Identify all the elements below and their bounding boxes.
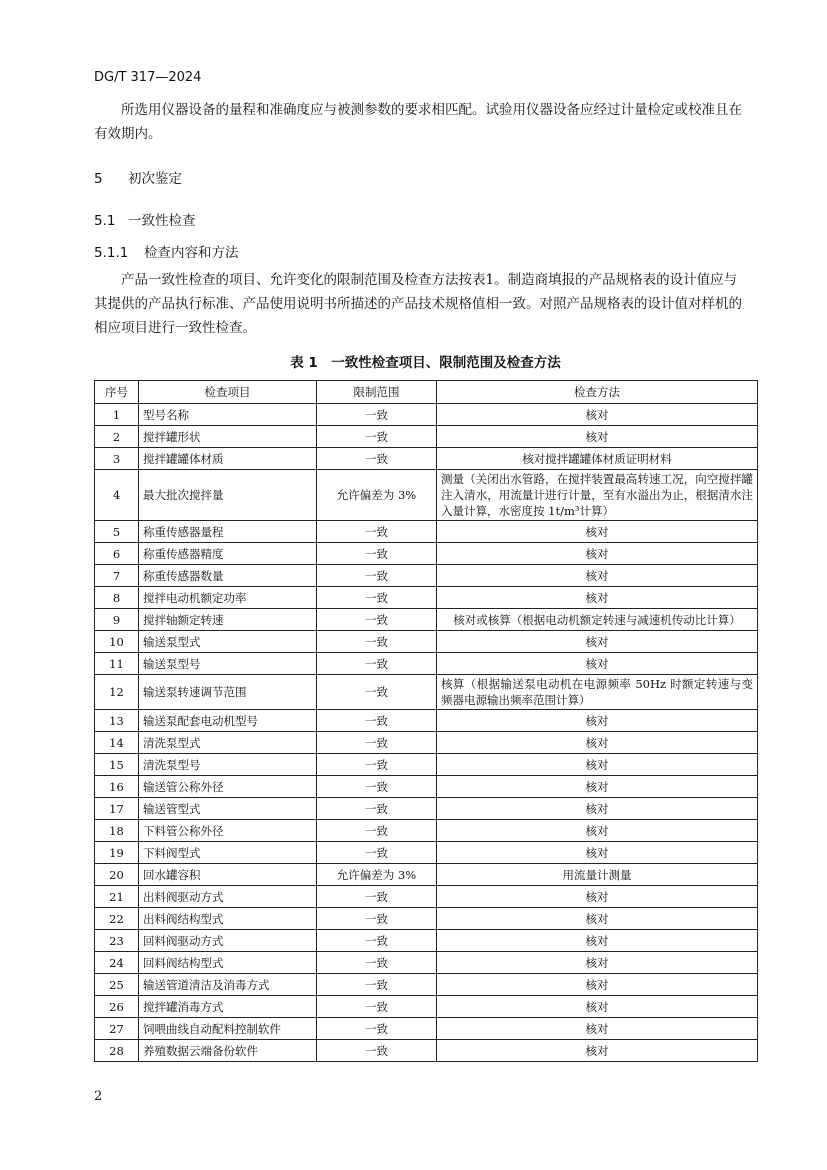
row-item: 最大批次搅拌量 [139, 470, 317, 521]
row-method: 核对 [437, 426, 758, 448]
row-item: 称重传感器精度 [139, 543, 317, 565]
table-row [95, 996, 758, 1018]
table-header-row [95, 381, 758, 404]
row-method: 核对 [437, 1018, 758, 1040]
section-5-1-1-heading [94, 241, 239, 261]
row-limit: 一致 [317, 675, 437, 710]
table-row [95, 930, 758, 952]
row-limit: 一致 [317, 587, 437, 609]
row-method: 核对 [437, 842, 758, 864]
table-row [95, 776, 758, 798]
row-no: 14 [95, 732, 139, 754]
row-item: 型号名称 [139, 404, 317, 426]
section-5-1-1-number: 5.1.1 [94, 245, 129, 261]
header-method: 检查方法 [437, 381, 758, 404]
row-item: 搅拌罐消毒方式 [139, 996, 317, 1018]
row-item: 下料管公称外径 [139, 820, 317, 842]
row-item: 输送泵转速调节范围 [139, 675, 317, 710]
row-method: 核对 [437, 996, 758, 1018]
row-limit: 一致 [317, 776, 437, 798]
row-item: 搅拌轴额定转速 [139, 609, 317, 631]
row-no: 26 [95, 996, 139, 1018]
table-row [95, 886, 758, 908]
row-limit: 一致 [317, 404, 437, 426]
row-limit: 一致 [317, 631, 437, 653]
row-item: 下料阀型式 [139, 842, 317, 864]
table-row [95, 426, 758, 448]
table-caption: 表 1 一致性检查项目、限制范围及检查方法 [290, 355, 561, 371]
table-row [95, 732, 758, 754]
row-method: 核对 [437, 543, 758, 565]
row-limit: 一致 [317, 521, 437, 543]
row-item: 出料阀驱动方式 [139, 886, 317, 908]
table-row [95, 631, 758, 653]
row-method: 核对 [437, 776, 758, 798]
row-method: 核对 [437, 732, 758, 754]
row-no: 6 [95, 543, 139, 565]
row-method: 核对或核算（根据电动机额定转速与减速机传动比计算） [437, 609, 758, 631]
row-no: 1 [95, 404, 139, 426]
row-no: 27 [95, 1018, 139, 1040]
row-limit: 允许偏差为 3% [317, 470, 437, 521]
row-no: 8 [95, 587, 139, 609]
row-no: 7 [95, 565, 139, 587]
row-limit: 一致 [317, 448, 437, 470]
row-no: 22 [95, 908, 139, 930]
row-no: 17 [95, 798, 139, 820]
table-row [95, 842, 758, 864]
row-no: 24 [95, 952, 139, 974]
row-limit: 一致 [317, 710, 437, 732]
row-no: 10 [95, 631, 139, 653]
row-no: 2 [95, 426, 139, 448]
row-item: 清洗泵型号 [139, 754, 317, 776]
table-row [95, 653, 758, 675]
row-method: 核对 [437, 587, 758, 609]
row-method: 核对 [437, 710, 758, 732]
row-no: 23 [95, 930, 139, 952]
table-row [95, 448, 758, 470]
row-item: 搅拌电动机额定功率 [139, 587, 317, 609]
row-method: 测量（关闭出水管路，在搅拌装置最高转速工况，向空搅拌罐注入清水，用流量计进行计量，至有水溢出为止，根据清水注入量计算，水密度按 1t/m³计算） [437, 470, 758, 521]
table-row [95, 609, 758, 631]
row-item: 回水罐容积 [139, 864, 317, 886]
row-item: 输送管型式 [139, 798, 317, 820]
row-method: 核对 [437, 754, 758, 776]
row-limit: 一致 [317, 886, 437, 908]
row-item: 输送管公称外径 [139, 776, 317, 798]
table-row [95, 798, 758, 820]
row-method: 核对 [437, 908, 758, 930]
section-5-number: 5 [94, 171, 103, 187]
row-limit: 一致 [317, 842, 437, 864]
row-limit: 一致 [317, 732, 437, 754]
row-item: 清洗泵型式 [139, 732, 317, 754]
body-paragraph-text: 产品一致性检查的项目、允许变化的限制范围及检查方法按表1。制造商填报的产品规格表的设计值应与其提供的产品执行标准、产品使用说明书所描述的产品技术规格值相一致。对照产品规格表的设计值对样机的相应项目进行一致性检查。 [94, 272, 742, 336]
section-5-1-1-title: 检查内容和方法 [144, 245, 239, 261]
row-limit: 一致 [317, 754, 437, 776]
row-method: 核对 [437, 1040, 758, 1062]
section-5-title: 初次鉴定 [128, 171, 182, 187]
row-method: 核对 [437, 653, 758, 675]
header-limit: 限制范围 [317, 381, 437, 404]
table-row [95, 754, 758, 776]
inspection-table [94, 380, 758, 1062]
intro-paragraph [94, 98, 744, 146]
body-paragraph [94, 268, 744, 340]
row-method: 核对 [437, 631, 758, 653]
table-row [95, 1018, 758, 1040]
page-number: 2 [94, 1089, 103, 1104]
row-limit: 一致 [317, 653, 437, 675]
row-method: 核对 [437, 820, 758, 842]
row-item: 输送泵配套电动机型号 [139, 710, 317, 732]
row-limit: 一致 [317, 1018, 437, 1040]
row-item: 称重传感器数量 [139, 565, 317, 587]
row-no: 12 [95, 675, 139, 710]
row-limit: 一致 [317, 974, 437, 996]
table-row [95, 565, 758, 587]
table-row [95, 543, 758, 565]
row-limit: 一致 [317, 1040, 437, 1062]
row-method: 核对 [437, 798, 758, 820]
section-5-heading [94, 167, 182, 187]
row-item: 出料阀结构型式 [139, 908, 317, 930]
row-method: 核对 [437, 886, 758, 908]
intro-paragraph-text: 所选用仪器设备的量程和准确度应与被测参数的要求相匹配。试验用仪器设备应经过计量检定或校准且在有效期内。 [94, 102, 742, 142]
section-5-1-heading [94, 209, 196, 229]
row-method: 核对搅拌罐罐体材质证明材料 [437, 448, 758, 470]
row-limit: 一致 [317, 609, 437, 631]
section-5-1-number: 5.1 [94, 213, 116, 229]
table-body [95, 404, 758, 1062]
row-no: 18 [95, 820, 139, 842]
row-limit: 一致 [317, 820, 437, 842]
row-limit: 一致 [317, 543, 437, 565]
table-row [95, 404, 758, 426]
table-row [95, 952, 758, 974]
table-row [95, 820, 758, 842]
table-row [95, 675, 758, 710]
header-no: 序号 [95, 381, 139, 404]
section-5-1-title: 一致性检查 [128, 213, 196, 229]
row-limit: 一致 [317, 908, 437, 930]
row-item: 输送泵型号 [139, 653, 317, 675]
row-method: 核对 [437, 952, 758, 974]
table-row [95, 1040, 758, 1062]
row-no: 9 [95, 609, 139, 631]
row-item: 搅拌罐罐体材质 [139, 448, 317, 470]
row-no: 5 [95, 521, 139, 543]
row-method: 核算（根据输送泵电动机在电源频率 50Hz 时额定转速与变频器电源输出频率范围计算） [437, 675, 758, 710]
row-no: 13 [95, 710, 139, 732]
row-item: 输送泵型式 [139, 631, 317, 653]
table-row [95, 710, 758, 732]
row-limit: 一致 [317, 426, 437, 448]
row-no: 28 [95, 1040, 139, 1062]
row-no: 20 [95, 864, 139, 886]
row-limit: 一致 [317, 952, 437, 974]
row-item: 回料阀驱动方式 [139, 930, 317, 952]
document-code: DG/T 317—2024 [94, 70, 202, 85]
row-no: 3 [95, 448, 139, 470]
row-item: 称重传感器量程 [139, 521, 317, 543]
row-item: 回料阀结构型式 [139, 952, 317, 974]
row-no: 11 [95, 653, 139, 675]
row-no: 16 [95, 776, 139, 798]
table-row [95, 521, 758, 543]
row-limit: 一致 [317, 565, 437, 587]
row-no: 21 [95, 886, 139, 908]
row-method: 核对 [437, 565, 758, 587]
row-method: 核对 [437, 521, 758, 543]
row-limit: 允许偏差为 3% [317, 864, 437, 886]
row-item: 搅拌罐形状 [139, 426, 317, 448]
row-item: 养殖数据云端备份软件 [139, 1040, 317, 1062]
table-row [95, 587, 758, 609]
row-method: 核对 [437, 404, 758, 426]
row-no: 15 [95, 754, 139, 776]
row-limit: 一致 [317, 930, 437, 952]
row-no: 4 [95, 470, 139, 521]
row-item: 饲喂曲线自动配料控制软件 [139, 1018, 317, 1040]
row-method: 核对 [437, 974, 758, 996]
row-method: 用流量计测量 [437, 864, 758, 886]
row-item: 输送管道清洁及消毒方式 [139, 974, 317, 996]
row-limit: 一致 [317, 798, 437, 820]
table-row [95, 470, 758, 521]
header-item: 检查项目 [139, 381, 317, 404]
table-row [95, 974, 758, 996]
row-no: 19 [95, 842, 139, 864]
table-row [95, 908, 758, 930]
row-method: 核对 [437, 930, 758, 952]
table-row [95, 864, 758, 886]
row-no: 25 [95, 974, 139, 996]
row-limit: 一致 [317, 996, 437, 1018]
